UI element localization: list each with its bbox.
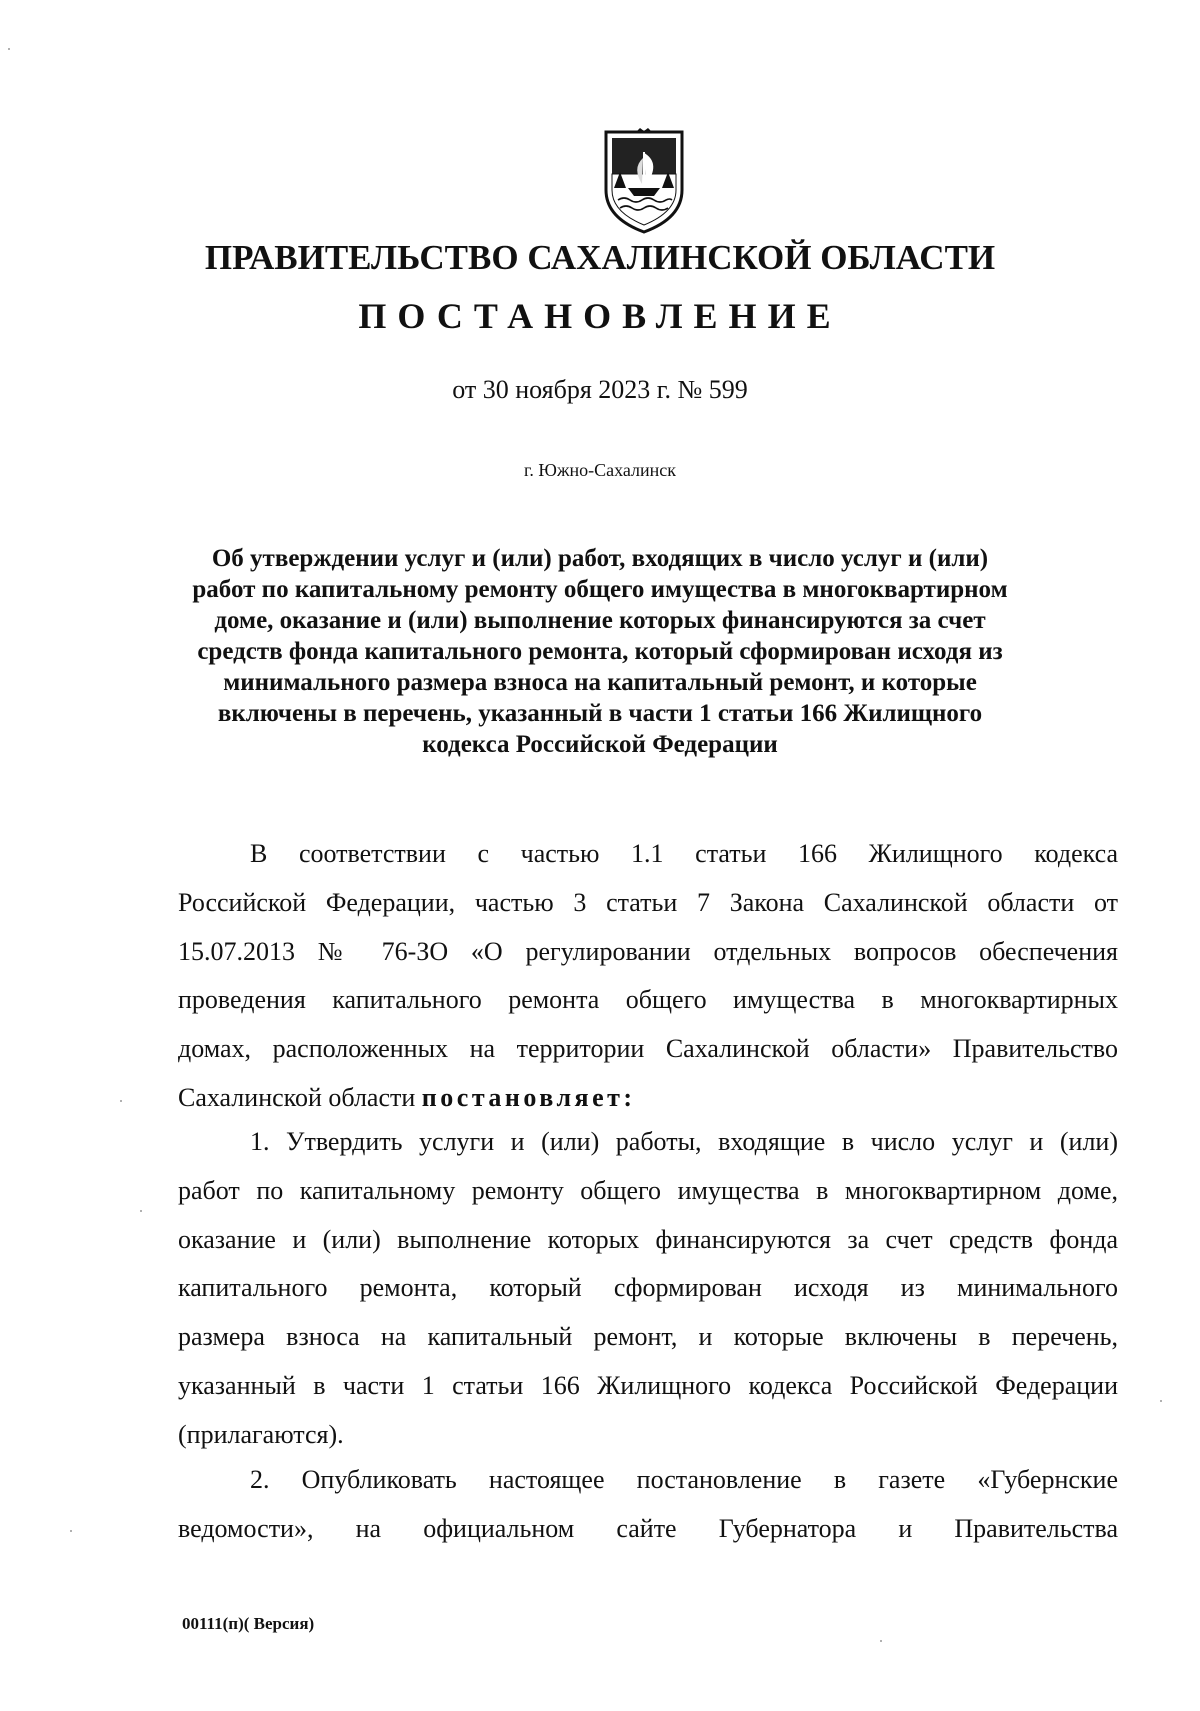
item-2-line: 2. Опубликовать настоящее постановление в газете «Губернские — [250, 1465, 1118, 1494]
government-title: ПРАВИТЕЛЬСТВО САХАЛИНСКОЙ ОБЛАСТИ — [204, 238, 996, 277]
preamble-last-line — [178, 1074, 1118, 1123]
footer-doc-code: 00111(п)( Версия) — [182, 1614, 315, 1633]
sakhalin-coat-of-arms-icon — [600, 128, 688, 236]
item-1-line: 1. Утвердить услуги и (или) работы, входящие в число услуг и (или) — [250, 1127, 1118, 1156]
preamble-line: 15.07.2013 № 76-ЗО «О регулировании отдельных вопросов обеспечения — [178, 936, 1118, 966]
item-1-line: оказание и (или) выполнение которых финансируются за счет средств фонда — [178, 1224, 1118, 1254]
scan-speck — [8, 48, 10, 50]
subject-line: Об утверждении услуг и (или) работ, входящих в число услуг и (или) — [211, 545, 989, 572]
decree-word: постановляет: — [421, 1082, 636, 1112]
scan-speck — [120, 1100, 122, 1102]
preamble-line: Российской Федерации, частью 3 статьи 7 Закона Сахалинской области от — [178, 887, 1118, 917]
subject-line: средств фонда капитального ремонта, который сформирован исходя из — [197, 638, 1003, 665]
subject-line: доме, оказание и (или) выполнение которых финансируются за счет — [214, 607, 986, 634]
item-1-line: указанный в части 1 статьи 166 Жилищного кодекса Российской Федерации — [178, 1370, 1118, 1400]
item-1-line: (прилагаются). — [178, 1419, 344, 1449]
scan-speck — [70, 1530, 72, 1532]
document-city: г. Южно-Сахалинск — [523, 460, 677, 480]
preamble-last-line-prefix: Сахалинской области — [178, 1082, 422, 1112]
item-1-line: капитального ремонта, который сформирован исходя из минимального — [178, 1273, 1118, 1303]
item-1-paragraph — [178, 1118, 1118, 1460]
document-subject — [170, 543, 1030, 760]
preamble-paragraph — [178, 830, 1118, 1123]
document-type: ПОСТАНОВЛЕНИЕ — [358, 296, 842, 336]
scan-speck — [880, 1640, 882, 1642]
preamble-line: В соответствии с частью 1.1 статьи 166 Жилищного кодекса — [250, 839, 1118, 868]
scan-speck — [1160, 1400, 1162, 1402]
item-1-line: работ по капитальному ремонту общего имущества в многоквартирном доме, — [178, 1175, 1118, 1205]
scan-speck — [140, 1210, 142, 1212]
subject-line: минимального размера взноса на капитальный ремонт, и которые — [223, 669, 977, 696]
item-1-line: размера взноса на капитальный ремонт, и которые включены в перечень, — [178, 1322, 1118, 1352]
subject-line: кодекса Российской Федерации — [422, 731, 778, 758]
subject-line: включены в перечень, указанный в части 1 статьи 166 Жилищного — [217, 700, 983, 727]
item-2-line: ведомости», на официальном сайте Губернатора и Правительства — [178, 1513, 1118, 1543]
document-date-number: от 30 ноября 2023 г. № 599 — [452, 375, 748, 404]
preamble-line: проведения капитального ремонта общего имущества в многоквартирных — [178, 985, 1118, 1015]
preamble-line: домах, расположенных на территории Сахалинской области» Правительство — [178, 1034, 1118, 1064]
subject-line: работ по капитальному ремонту общего имущества в многоквартирном — [192, 576, 1008, 603]
item-2-paragraph — [178, 1456, 1118, 1554]
